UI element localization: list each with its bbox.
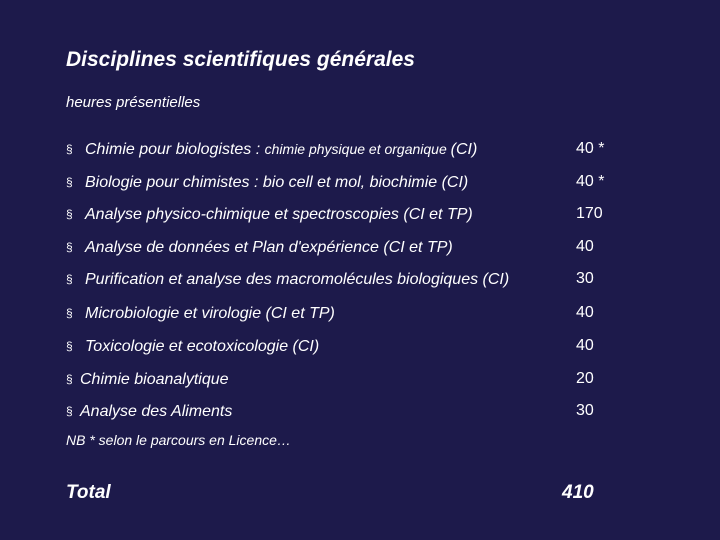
item-hours: 40 * <box>576 173 605 190</box>
item-hours: 40 <box>576 337 594 354</box>
bullet-icon: § <box>66 339 73 353</box>
item-label: Analyse physico-chimique et spectroscopies (CI et TP) <box>85 206 473 223</box>
total-label: Total <box>66 482 111 503</box>
item-label: Chimie bioanalytique <box>80 371 229 388</box>
bullet-icon: § <box>66 207 73 221</box>
bullet-icon: § <box>66 175 73 189</box>
item-label: Analyse des Aliments <box>80 403 233 420</box>
item-label: Chimie pour biologistes : chimie physique et organique (CI) <box>85 141 478 158</box>
item-hours: 40 * <box>576 140 605 157</box>
bullet-icon: § <box>66 240 73 254</box>
item-hours: 20 <box>576 370 594 387</box>
list-item <box>66 302 626 324</box>
bullet-icon: § <box>66 372 73 386</box>
bullet-icon: § <box>66 272 73 286</box>
item-label: Analyse de données et Plan d'expérience (CI et TP) <box>85 239 453 256</box>
page-title: Disciplines scientifiques générales <box>66 48 415 71</box>
list-item <box>66 368 626 390</box>
item-label: Toxicologie et ecotoxicologie (CI) <box>85 338 320 355</box>
bullet-icon: § <box>66 306 73 320</box>
item-hours: 30 <box>576 270 594 287</box>
subtitle: heures présentielles <box>66 94 201 111</box>
list-item <box>66 268 626 290</box>
total-value: 410 <box>562 482 594 503</box>
footnote: NB * selon le parcours en Licence… <box>66 432 291 448</box>
item-label: Microbiologie et virologie (CI et TP) <box>85 305 335 322</box>
list-item <box>66 203 626 225</box>
bullet-icon: § <box>66 404 73 418</box>
item-label: Biologie pour chimistes : bio cell et mol, biochimie (CI) <box>85 174 469 191</box>
item-hours: 40 <box>576 304 594 321</box>
item-hours: 30 <box>576 402 594 419</box>
list-item <box>66 400 626 422</box>
bullet-icon: § <box>66 142 73 156</box>
list-item <box>66 236 626 258</box>
item-hours: 170 <box>576 205 603 222</box>
list-item <box>66 335 626 357</box>
list-item <box>66 138 626 160</box>
item-hours: 40 <box>576 238 594 255</box>
list-item <box>66 171 626 193</box>
item-label: Purification et analyse des macromolécules biologiques (CI) <box>85 271 510 288</box>
